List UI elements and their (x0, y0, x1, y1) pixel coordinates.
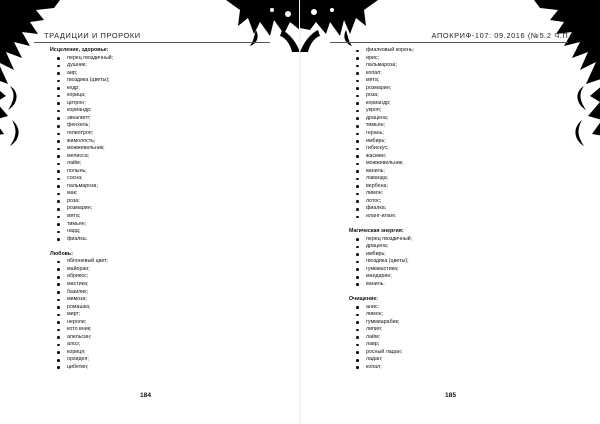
list-item: вербена; (349, 183, 549, 191)
list-item: кедр; (50, 85, 250, 93)
list-item: фиалковый корень; (349, 47, 549, 55)
list-item: жасмин; (349, 153, 549, 161)
list-item: драцена; (349, 243, 549, 251)
list-item: лаванда; (349, 175, 549, 183)
list-item: перец гвоздичный; (349, 236, 549, 244)
list-item: ладан; (349, 356, 549, 364)
list-item: цитрон; (50, 100, 250, 108)
list-item: апельсин; (50, 334, 250, 342)
list-item: можжевельник; (50, 145, 250, 153)
list-item: кото вник; (50, 326, 250, 334)
right-page (300, 0, 600, 424)
list-item: фиалка. (50, 236, 250, 244)
list-section (349, 228, 549, 288)
list-item: мимоза; (50, 296, 250, 304)
list-item: мак; (50, 190, 250, 198)
list-item: липия; (349, 326, 549, 334)
bullet-list (349, 304, 549, 372)
page-content (50, 47, 250, 372)
list-item: герань; (349, 130, 549, 138)
bullet-list (349, 236, 549, 289)
header-rule (330, 42, 568, 43)
list-section (50, 251, 250, 372)
list-item: кориандр; (349, 100, 549, 108)
bullet-list (50, 55, 250, 244)
list-item: перец гвоздичный; (50, 55, 250, 63)
list-item: мята; (50, 213, 250, 221)
list-item: гвоздика (цветы); (349, 258, 549, 266)
list-item: пальмароза; (349, 62, 549, 70)
left-center-ornament (226, 0, 300, 52)
list-item: розмарин; (50, 205, 250, 213)
list-item: сосна; (50, 175, 250, 183)
list-item: полынь; (50, 168, 250, 176)
list-item: гуммиастика; (349, 266, 549, 274)
list-item: имбирь; (349, 251, 549, 259)
list-item: укроп; (349, 107, 549, 115)
list-item: аир; (50, 70, 250, 78)
list-item: орхидея; (50, 356, 250, 364)
list-item: базилик; (50, 289, 250, 297)
bullet-list (349, 47, 549, 221)
list-item: мята; (349, 77, 549, 85)
list-item: жимолость; (50, 138, 250, 146)
page-number: 185 (445, 392, 457, 399)
list-item: гибискус; (349, 145, 549, 153)
list-item: фенхель; (50, 122, 250, 130)
bullet-list (50, 258, 250, 371)
list-item: ирис; (349, 55, 549, 63)
list-item: ромашка; (50, 304, 250, 312)
section-heading: Исцеление, здоровье: (50, 47, 109, 53)
running-head: АПОКРИФ-107: 09.2016 (№5.2 Ч.П.) (431, 31, 574, 40)
list-item: пальмароза; (50, 183, 250, 191)
list-item: розмарин; (349, 85, 549, 93)
list-item: лавр; (349, 341, 549, 349)
list-item: гвоздика (цветы); (50, 77, 250, 85)
list-section (349, 296, 549, 371)
list-item: мандарин; (349, 273, 549, 281)
list-item: эвкалипт; (50, 115, 250, 123)
list-item: душник; (50, 62, 250, 70)
list-item: лимон; (349, 190, 549, 198)
list-item: абрикос; (50, 273, 250, 281)
list-item: ваниль. (349, 281, 549, 289)
list-section (349, 47, 549, 221)
list-item: лотос; (349, 198, 549, 206)
list-item: алоэ; (50, 341, 250, 349)
section-heading: Любовь: (50, 250, 73, 257)
list-item: мирт; (50, 311, 250, 319)
list-item: кориця; (50, 349, 250, 357)
list-item: мелисса; (50, 153, 250, 161)
list-item: мастика; (50, 281, 250, 289)
section-heading: Очищение: (349, 296, 379, 303)
list-item: нероли; (50, 319, 250, 327)
list-item: иланг-иланг. (349, 213, 549, 221)
list-item: гуммиарабик; (349, 319, 549, 327)
list-item: можжевельник; (349, 160, 549, 168)
list-item: тимьян; (50, 221, 250, 229)
list-item: гелиотроп; (50, 130, 250, 138)
section-heading: Магическая энергия: (349, 228, 404, 235)
list-item: ваниль; (349, 168, 549, 176)
list-item: майоран; (50, 266, 250, 274)
list-item: лайм; (50, 160, 250, 168)
right-center-ornament (300, 0, 378, 52)
list-item: нард; (50, 228, 250, 236)
list-item: яблоневый цвет; (50, 258, 250, 266)
page-number: 184 (140, 392, 152, 399)
list-item: драцена; (349, 115, 549, 123)
list-item: лайм; (349, 334, 549, 342)
list-item: кориандр; (50, 107, 250, 115)
running-head: ТРАДИЦИИ И ПРОРОКИ (44, 31, 141, 40)
list-item: лимон; (349, 311, 549, 319)
list-section (50, 47, 250, 243)
list-item: анис; (349, 304, 549, 312)
page-content (349, 47, 549, 372)
list-item: корица; (50, 92, 250, 100)
list-item: роза; (349, 92, 549, 100)
list-item: роза; (50, 198, 250, 206)
list-item: копал; (349, 70, 549, 78)
list-item: росный ладан; (349, 349, 549, 357)
list-item: цибетин; (50, 364, 250, 372)
list-item: имбирь; (349, 138, 549, 146)
list-item: тимьян; (349, 122, 549, 130)
header-rule (34, 42, 270, 43)
list-item: фиалка; (349, 205, 549, 213)
list-item: копал; (349, 364, 549, 372)
